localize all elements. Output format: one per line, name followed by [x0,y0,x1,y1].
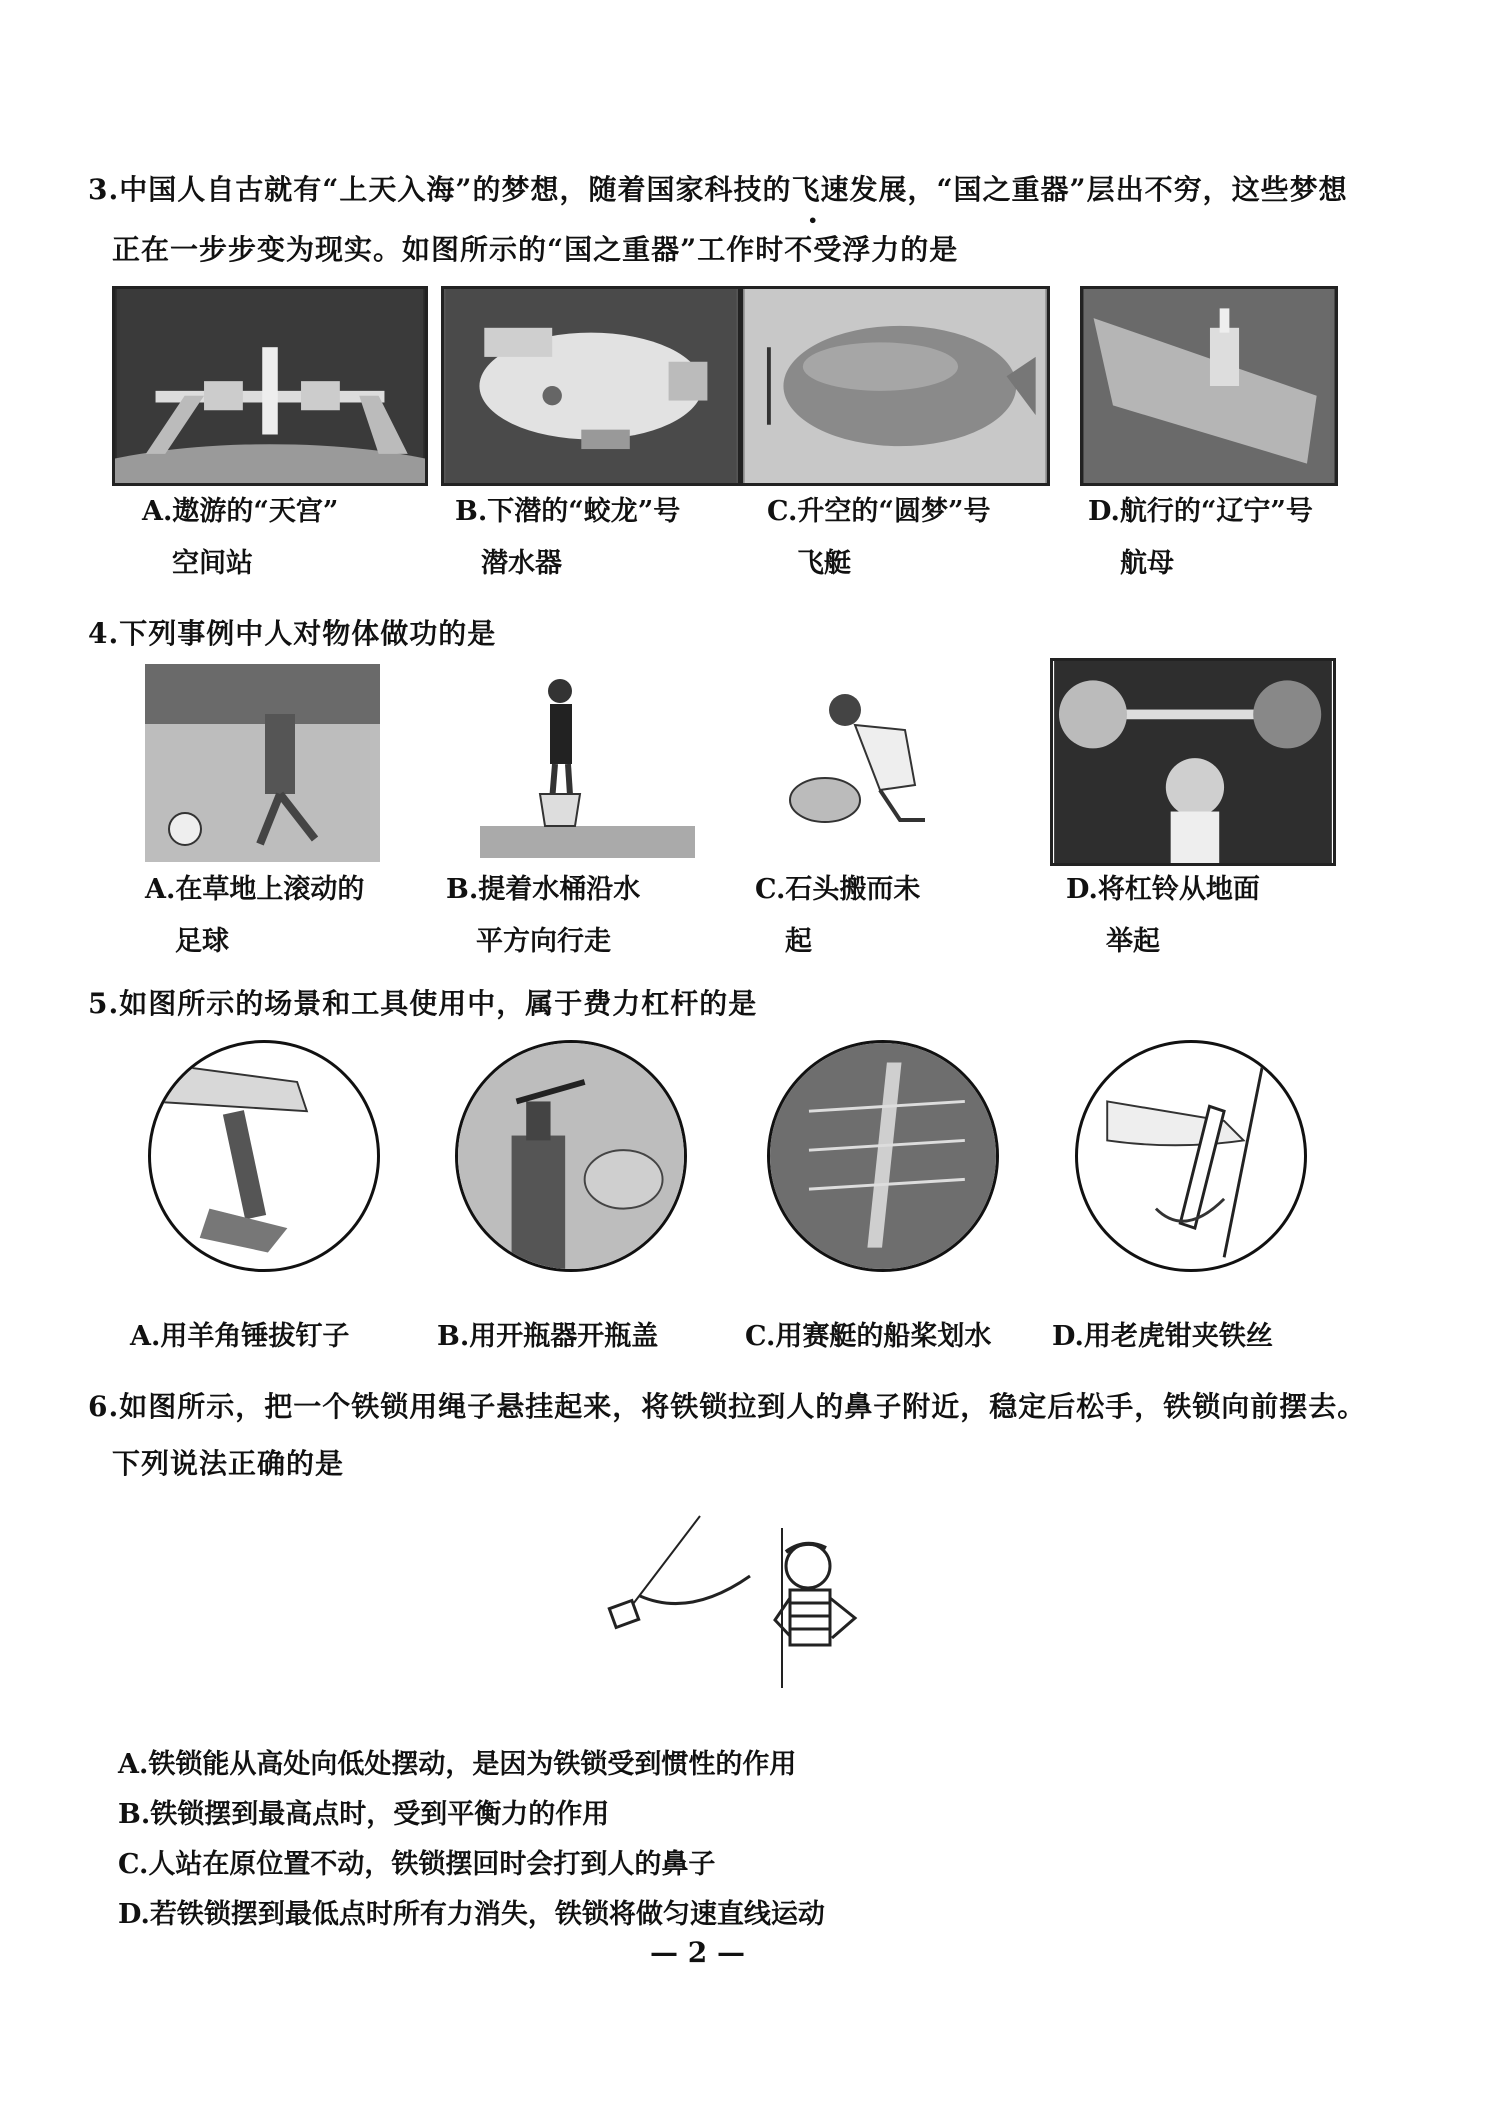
q5-image-rowing-boat [767,1040,999,1272]
q4-stem: 4.下列事例中人对物体做功的是 [88,617,497,650]
q6-option-c: C.人站在原位置不动，铁锁摆回时会打到人的鼻子 [118,1849,716,1880]
q3-photo-carrier [1080,286,1338,486]
q6-option-d: D.若铁锁摆到最低点时所有力消失，铁锁将做匀速直线运动 [118,1899,825,1930]
q3-option-a-line1: A.遨游的“天宫” [142,496,339,527]
q4-option-c-line1: C.石头搬而未 [755,874,921,905]
q3-option-d [1088,486,1313,590]
q3-stem-line2-a: 正在一步步变为现实。如图所示的“国之重器”工作时 [112,233,785,266]
q3-photo-space-station [112,286,428,486]
q3-option-b-line2: 潜水器 [481,548,562,579]
barbell-lift-image [1053,661,1333,863]
q3-stem-line1: 3.中国人自古就有“上天入海”的梦想，随着国家科技的飞速发展，“国之重器”层出不穷，这些梦想 [88,173,1348,206]
q3-option-a-line2: 空间站 [172,548,253,579]
iron-lock-pendulum-image [600,1508,880,1688]
q4-option-c-line2: 起 [785,926,812,957]
q5-option-a: A.用羊角锤拔钉子 [130,1321,350,1352]
q4-photo-bucket [480,676,695,858]
rowing-boat-image [770,1043,996,1269]
q4-photo-stone [785,690,955,830]
q4-photo-barbell [1050,658,1336,866]
football-image [145,664,380,862]
q6-stem-line2: 下列说法正确的是 [112,1447,345,1480]
q5-stem: 5.如图所示的场景和工具使用中，属于费力杠杆的是 [88,987,758,1020]
bucket-walk-image [480,676,695,858]
q3-option-d-line2: 航母 [1120,548,1174,579]
q4-photo-football [145,664,380,862]
stone-lift-image [785,690,955,830]
q4-option-b-line2: 平方向行走 [476,926,611,957]
space-station-image [115,289,425,483]
q3-emphasis-text: 不受 [784,233,843,266]
q3-option-c [767,486,990,590]
q4-option-d-line2: 举起 [1106,926,1160,957]
q5-option-b: B.用开瓶器开瓶盖 [437,1321,659,1352]
submersible-image [444,289,738,483]
q4-option-a-line1: A.在草地上滚动的 [145,874,365,905]
q4-option-b [446,864,640,968]
q3-option-b [455,486,680,590]
bottle-opener-image [458,1043,684,1269]
airship-image [743,289,1047,483]
q3-photo-airship [740,286,1050,486]
q3-option-c-line1: C.升空的“圆梦”号 [767,496,991,527]
q5-option-c: C.用赛艇的船桨划水 [745,1321,992,1352]
q5-image-bottle-opener [455,1040,687,1272]
q3-option-b-line1: B.下潜的“蛟龙”号 [455,496,681,527]
q4-option-d [1066,864,1260,968]
q3-option-c-line2: 飞艇 [797,548,851,579]
q6-stem-line1: 6.如图所示，把一个铁锁用绳子悬挂起来，将铁锁拉到人的鼻子附近，稳定后松手，铁锁向前摆去。 [88,1390,1367,1423]
q3-stem-line2-b: 浮力的是 [842,233,959,266]
q4-option-d-line1: D.将杠铃从地面 [1066,874,1260,905]
q3-option-a [142,486,338,590]
q4-option-c [755,864,920,968]
q4-option-a [145,864,364,968]
q6-option-a: A.铁锁能从高处向低处摆动，是因为铁锁受到惯性的作用 [118,1749,797,1780]
q3-option-d-line1: D.航行的“辽宁”号 [1088,496,1313,527]
q6-pendulum-figure [600,1508,880,1688]
q3-photo-submersible [441,286,741,486]
q5-option-d: D.用老虎钳夹铁丝 [1052,1321,1273,1352]
page-number: — 2 — [650,1936,745,1969]
q4-option-a-line2: 足球 [175,926,229,957]
q5-image-claw-hammer [148,1040,380,1272]
pliers-image [1078,1043,1304,1269]
q3-stem-line2 [112,228,958,268]
q4-option-b-line1: B.提着水桶沿水 [446,874,641,905]
claw-hammer-image [151,1043,377,1269]
q5-image-pliers [1075,1040,1307,1272]
q6-option-b: B.铁锁摆到最高点时，受到平衡力的作用 [118,1799,610,1830]
aircraft-carrier-image [1083,289,1335,483]
